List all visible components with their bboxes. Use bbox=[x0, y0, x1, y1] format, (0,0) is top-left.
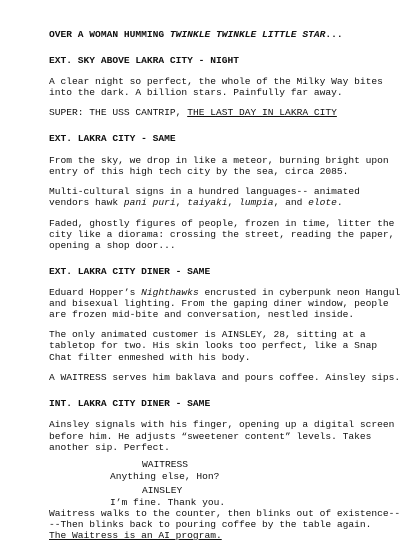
song-title: TWINKLE TWINKLE LITTLE STAR bbox=[169, 29, 326, 40]
scene-heading-1: EXT. SKY ABOVE LAKRA CITY - NIGHT bbox=[49, 55, 239, 66]
intro-text: OVER A WOMAN HUMMING bbox=[49, 29, 170, 40]
period: . bbox=[336, 197, 343, 209]
food-name: lumpia bbox=[239, 197, 274, 209]
scene-heading-2: EXT. LAKRA CITY - SAME bbox=[49, 133, 176, 145]
action-line: Ainsley signals with his finger, opening up a digital screen bbox=[49, 419, 395, 431]
action-line: tabletop for two. His skin looks too perfect, like a Snap bbox=[49, 340, 378, 352]
action-line: into the dark. A billion stars. Painfully far away. bbox=[49, 86, 343, 98]
action-line: opening a shop door... bbox=[49, 240, 176, 251]
food-name: elote bbox=[308, 197, 337, 209]
action-line: and bisexual lighting. From the gaping diner window, people bbox=[49, 297, 389, 309]
action-line: A clear night so perfect, the whole of the Milky Way bites bbox=[49, 75, 383, 87]
painting-title: Nighthawks bbox=[141, 286, 199, 298]
action-text: Eduard Hopper’s bbox=[49, 286, 142, 298]
dialogue-line: I’m fine. Thank you. bbox=[110, 496, 226, 508]
action-line: are frozen mid-bite and conversation, nestled inside. bbox=[49, 308, 355, 320]
action-line: city like a diorama: crossing the street, reading the paper, bbox=[49, 228, 395, 240]
character-cue-ainsley: AINSLEY bbox=[142, 485, 183, 497]
action-text: encrusted in cyberpunk neon Hangul bbox=[198, 286, 401, 298]
action-line: From the sky, we drop in like a meteor, burning bright upon bbox=[49, 154, 389, 166]
intro-line bbox=[49, 29, 343, 41]
separator: , and bbox=[273, 197, 309, 209]
action-line: entry of this high tech city by the sea, circa 2085. bbox=[49, 165, 349, 177]
scene-heading-4: INT. LAKRA CITY DINER - SAME bbox=[49, 398, 211, 409]
action-line: A WAITRESS serves him baklava and pours coffee. Ainsley sips. bbox=[49, 372, 401, 383]
action-line: The only animated customer is AINSLEY, 28, sitting at a bbox=[49, 329, 366, 341]
action-text: vendors hawk bbox=[49, 197, 124, 209]
action-line bbox=[49, 287, 400, 299]
action-line: The Waitress is an AI program. bbox=[49, 530, 222, 541]
super-line bbox=[49, 107, 337, 119]
action-line: Multi-cultural signs in a hundred languages-- animated bbox=[49, 186, 360, 198]
super-title: THE LAST DAY IN LAKRA CITY bbox=[187, 107, 337, 119]
action-line: another sip. Perfect. bbox=[49, 441, 170, 453]
separator: , bbox=[227, 197, 240, 209]
dialogue-line: Anything else, Hon? bbox=[110, 470, 220, 482]
action-line: Chat filter enmeshed with his body. bbox=[49, 351, 251, 363]
action-line: Faded, ghostly figures of people, frozen in time, litter the bbox=[49, 217, 395, 229]
character-cue-waitress: WAITRESS bbox=[142, 459, 189, 471]
scene-heading-3: EXT. LAKRA CITY DINER - SAME bbox=[49, 266, 211, 277]
separator: , bbox=[175, 197, 188, 209]
action-line: before him. He adjusts “sweetener content” levels. Takes bbox=[49, 430, 372, 442]
action-line: --Then blinks back to pouring coffee by the table again. bbox=[49, 518, 372, 530]
food-name: pani puri bbox=[123, 197, 176, 209]
action-line: Waitress walks to the counter, then blinks out of existence-- bbox=[49, 507, 401, 519]
action-line bbox=[49, 197, 343, 209]
food-name: taiyaki bbox=[187, 197, 228, 209]
super-label: SUPER: THE USS CANTRIP, bbox=[49, 107, 188, 119]
intro-ellipsis: ... bbox=[325, 29, 343, 40]
